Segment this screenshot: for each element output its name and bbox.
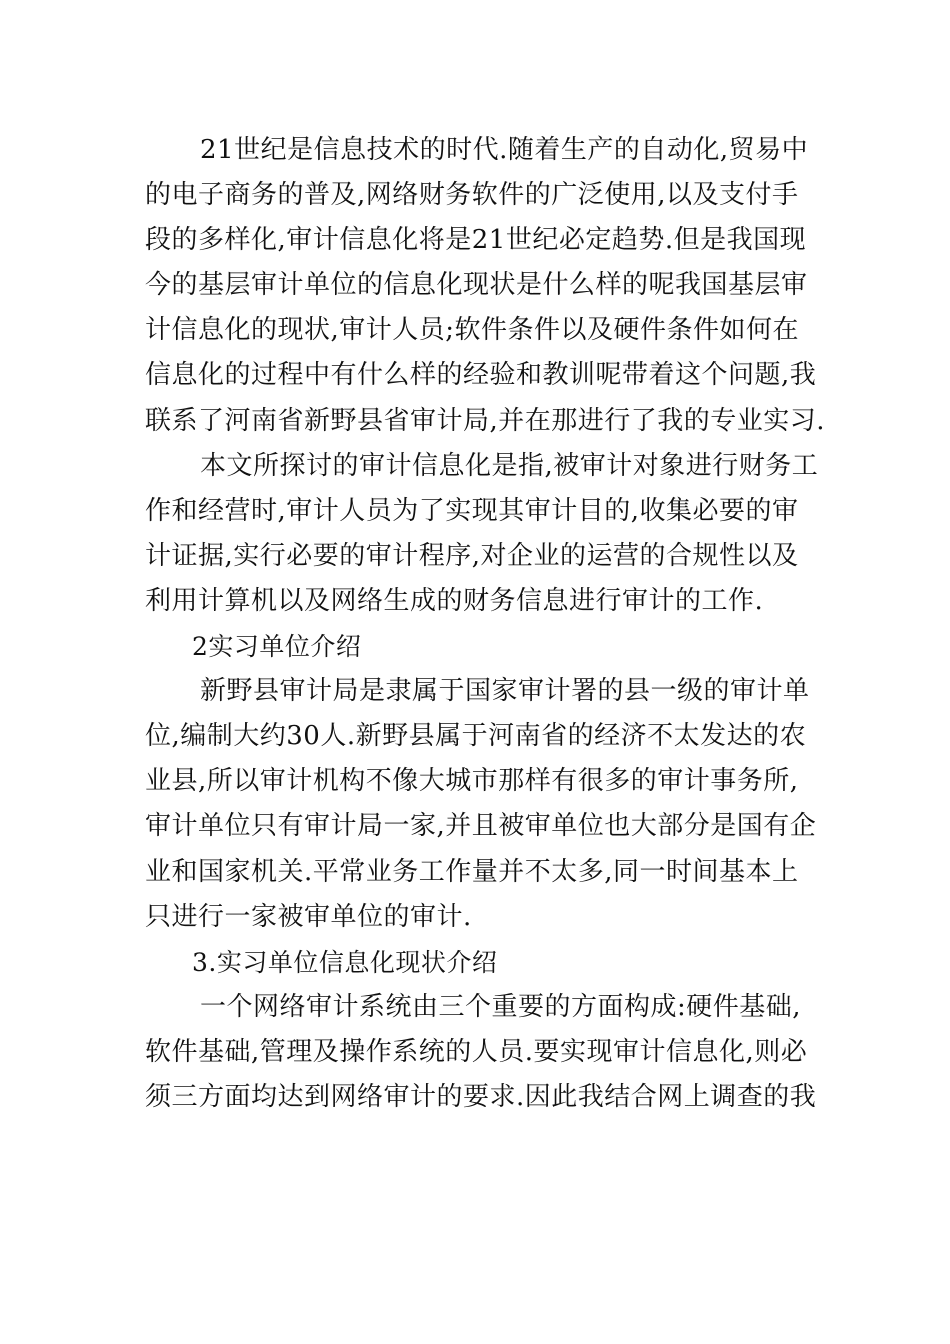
text-line: 软件基础,管理及操作系统的人员.要实现审计信息化,则必 <box>145 1036 808 1067</box>
text-line: 位,编制大约30人.新野县属于河南省的经济不太发达的农 <box>145 721 807 752</box>
text-line: 21世纪是信息技术的时代.随着生产的自动化,贸易中 <box>200 135 809 165</box>
text-line: 今的基层审计单位的信息化现状是什么样的呢我国基层审 <box>145 270 808 301</box>
section-heading <box>145 624 810 669</box>
text-line: 一个网络审计系统由三个重要的方面构成:硬件基础, <box>200 991 802 1022</box>
paragraph <box>145 669 817 940</box>
text-line: 新野县审计局是隶属于国家审计署的县一级的审计单 <box>200 676 810 707</box>
text-line: 作和经营时,审计人员为了实现其审计目的,收集必要的审 <box>145 495 799 526</box>
paragraph <box>145 444 819 624</box>
text-line: 审计单位只有审计局一家,并且被审单位也大部分是国有企 <box>145 811 817 842</box>
text-line: 业和国家机关.平常业务工作量并不太多,同一时间基本上 <box>145 856 799 887</box>
text-line: 只进行一家被审单位的审计. <box>145 901 472 932</box>
document-page <box>145 128 826 1120</box>
text-line: 段的多样化,审计信息化将是21世纪必定趋势.但是我国现 <box>145 225 807 256</box>
paragraph <box>145 128 826 444</box>
text-line: 计证据,实行必要的审计程序,对企业的运营的合规性以及 <box>145 540 799 571</box>
text-line: 的电子商务的普及,网络财务软件的广泛使用,以及支付手 <box>145 180 799 211</box>
section-heading <box>145 940 810 985</box>
text-line: 业县,所以审计机构不像大城市那样有很多的审计事务所, <box>145 766 799 797</box>
text-line: 利用计算机以及网络生成的财务信息进行审计的工作. <box>145 585 764 616</box>
section-heading-text: 2实习单位介绍 <box>192 632 362 662</box>
paragraph <box>145 985 817 1120</box>
text-line: 联系了河南省新野县省审计局,并在那进行了我的专业实习. <box>145 405 826 436</box>
text-line: 须三方面均达到网络审计的要求.因此我结合网上调查的我 <box>145 1081 817 1112</box>
section-heading-text: 3.实习单位信息化现状介绍 <box>192 947 498 977</box>
text-line: 计信息化的现状,审计人员;软件条件以及硬件条件如何在 <box>145 315 800 346</box>
text-line: 本文所探讨的审计信息化是指,被审计对象进行财务工 <box>200 450 819 481</box>
text-line: 信息化的过程中有什么样的经验和教训呢带着这个问题,我 <box>145 360 817 391</box>
